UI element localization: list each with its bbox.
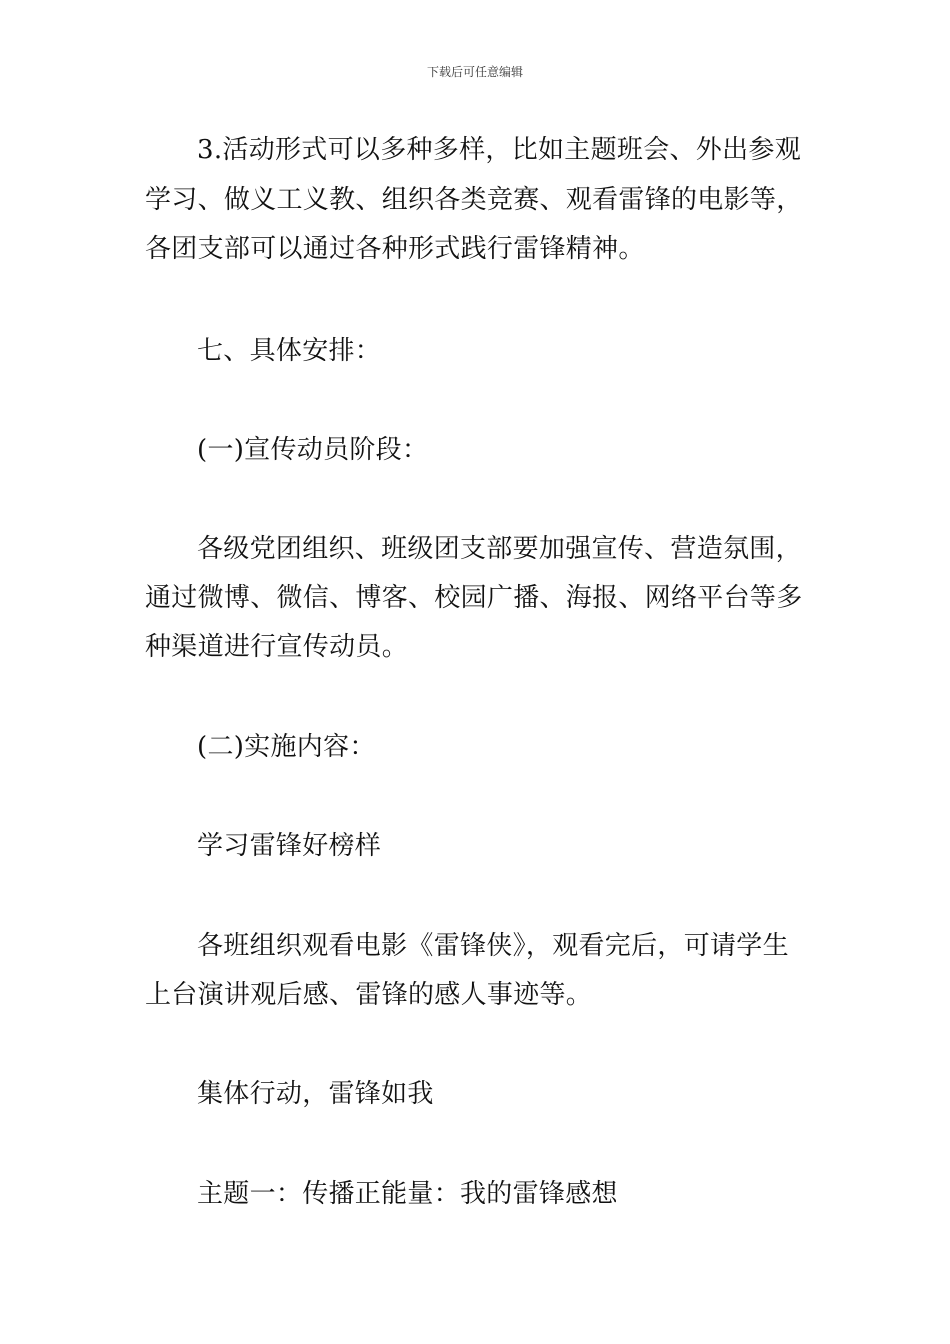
paragraph-line: 各团支部可以通过各种形式践行雷锋精神。 — [145, 234, 645, 264]
paragraph-line: 3.活动形式可以多种多样，比如主题班会、外出参观 — [197, 135, 802, 165]
paragraph-line: 通过微博、微信、博客、校园广播、海报、网络平台等多 — [145, 583, 803, 613]
paragraph-line: 各班组织观看电影《雷锋侠》，观看完后，可请学生 — [197, 931, 789, 961]
paragraph-line: 种渠道进行宣传动员。 — [145, 632, 409, 662]
header-note: 下载后可任意编辑 — [426, 65, 523, 79]
subsection-heading: (一)宣传动员阶段： — [197, 435, 429, 465]
paragraph-line: 各级党团组织、班级团支部要加强宣传、营造氛围， — [197, 534, 802, 564]
paragraph-line: 学习、做义工义教、组织各类竞赛、观看雷锋的电影等， — [145, 185, 803, 215]
paragraph-line: 上台演讲观后感、雷锋的感人事迹等。 — [145, 980, 593, 1010]
subsection-heading: (二)实施内容： — [197, 732, 376, 762]
sub-item-title: 集体行动，雷锋如我 — [197, 1079, 434, 1109]
theme-title: 主题一：传播正能量：我的雷锋感想 — [197, 1179, 618, 1209]
section-heading: 七、具体安排： — [197, 336, 382, 366]
sub-item-title: 学习雷锋好榜样 — [197, 831, 382, 861]
